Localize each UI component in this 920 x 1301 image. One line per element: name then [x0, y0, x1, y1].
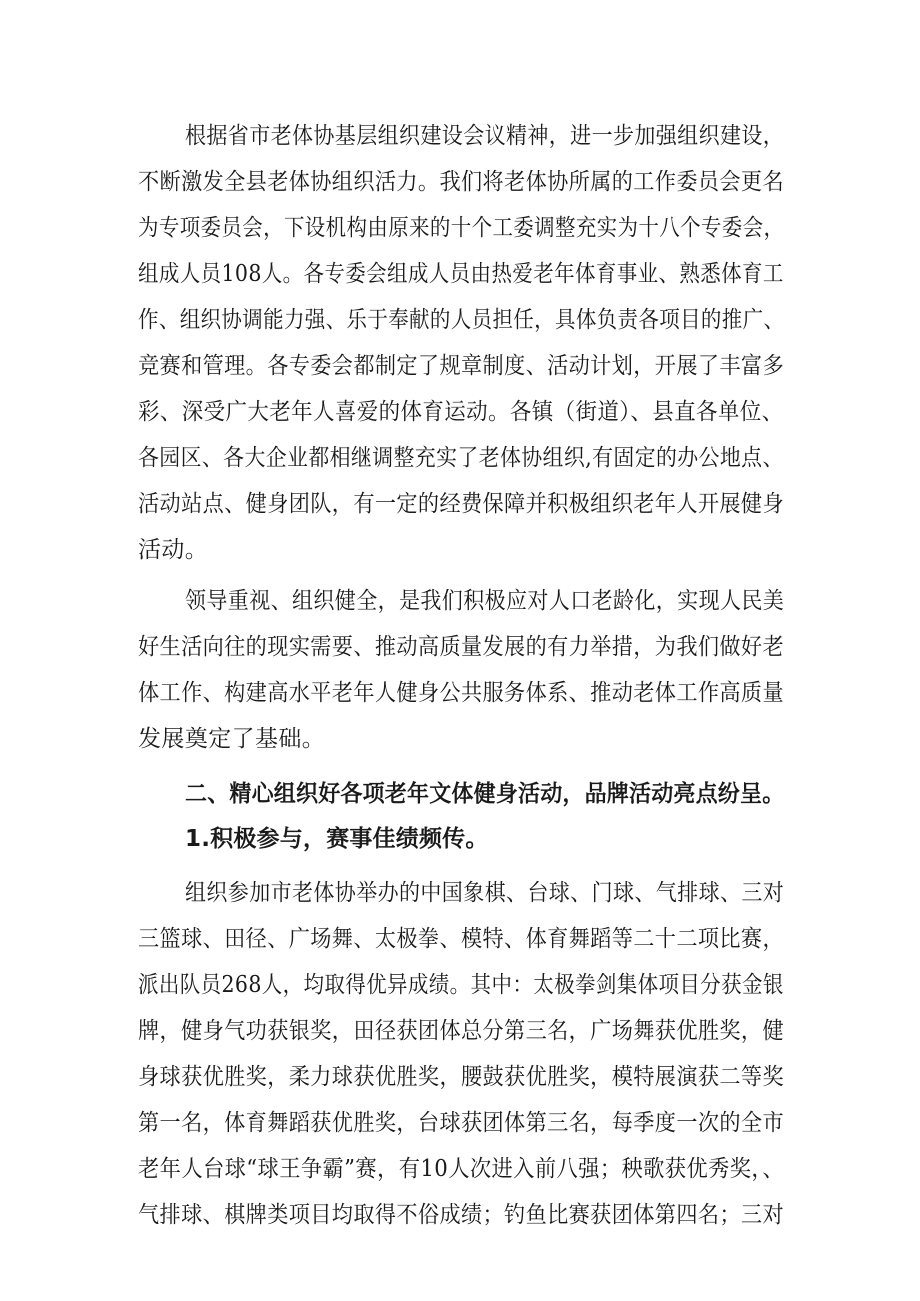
p1-line-4: 组成人员108人。各专委会组成人员由热爱老年体育事业、熟悉体育工: [138, 261, 784, 287]
p1-line-9: 活动站点、健身团队，有一定的经费保障并积极组织老年人开展健身: [138, 491, 784, 517]
p1-line-8: 各园区、各大企业都相继调整充实了老体协组织,有固定的办公地点、: [138, 445, 784, 471]
p1-line-10: 活动。: [138, 537, 209, 563]
p3-line-8: 气排球、棋牌类项目均取得不俗成绩；钓鱼比赛获团体第四名；三对: [138, 1202, 784, 1228]
subsection-heading: 1.积极参与，赛事佳绩频传。: [185, 826, 489, 852]
p3-line-2: 三篮球、田径、广场舞、太极拳、模特、体育舞蹈等二十二项比赛，: [138, 926, 784, 952]
p3-line-1: 组织参加市老体协举办的中国象棋、台球、门球、气排球、三对: [185, 880, 785, 906]
p3-line-6: 第一名，体育舞蹈获优胜奖，台球获团体第三名，每季度一次的全市: [138, 1110, 784, 1136]
p3-line-3: 派出队员268人，均取得优异成绩。其中：太极拳剑集体项目分获金银: [138, 972, 784, 998]
p2-line-1: 领导重视、组织健全，是我们积极应对人口老龄化，实现人民美: [185, 588, 785, 614]
p1-line-7: 彩、深受广大老年人喜爱的体育运动。各镇（街道）、县直各单位、: [138, 399, 784, 425]
section-heading: 二、精心组织好各项老年文体健身活动，品牌活动亮点纷呈。: [185, 781, 785, 807]
p1-line-5: 作、组织协调能力强、乐于奉献的人员担任，具体负责各项目的推广、: [138, 307, 785, 333]
p1-line-3: 为专项委员会，下设机构由原来的十个工委调整充实为十八个专委会，: [138, 215, 785, 241]
p1-line-6: 竞赛和管理。各专委会都制定了规章制度、活动计划，开展了丰富多: [138, 353, 784, 379]
p3-line-5: 身球获优胜奖，柔力球获优胜奖，腰鼓获优胜奖，模特展演获二等奖: [138, 1064, 784, 1090]
p1-line-1: 根据省市老体协基层组织建设会议精神，进一步加强组织建设，: [185, 123, 785, 149]
p3-line-4: 牌，健身气功获银奖，田径获团体总分第三名，广场舞获优胜奖，健: [138, 1018, 784, 1044]
p3-line-7: 老年人台球“球王争霸”赛，有10人次进入前八强；秧歌获优秀奖，、: [138, 1156, 785, 1182]
p1-line-2: 不断激发全县老体协组织活力。我们将老体协所属的工作委员会更名: [138, 169, 784, 195]
p2-line-4: 发展奠定了基础。: [138, 726, 326, 752]
p2-line-3: 体工作、构建高水平老年人健身公共服务体系、推动老体工作高质量: [138, 680, 784, 706]
p2-line-2: 好生活向往的现实需要、推动高质量发展的有力举措，为我们做好老: [138, 634, 784, 660]
